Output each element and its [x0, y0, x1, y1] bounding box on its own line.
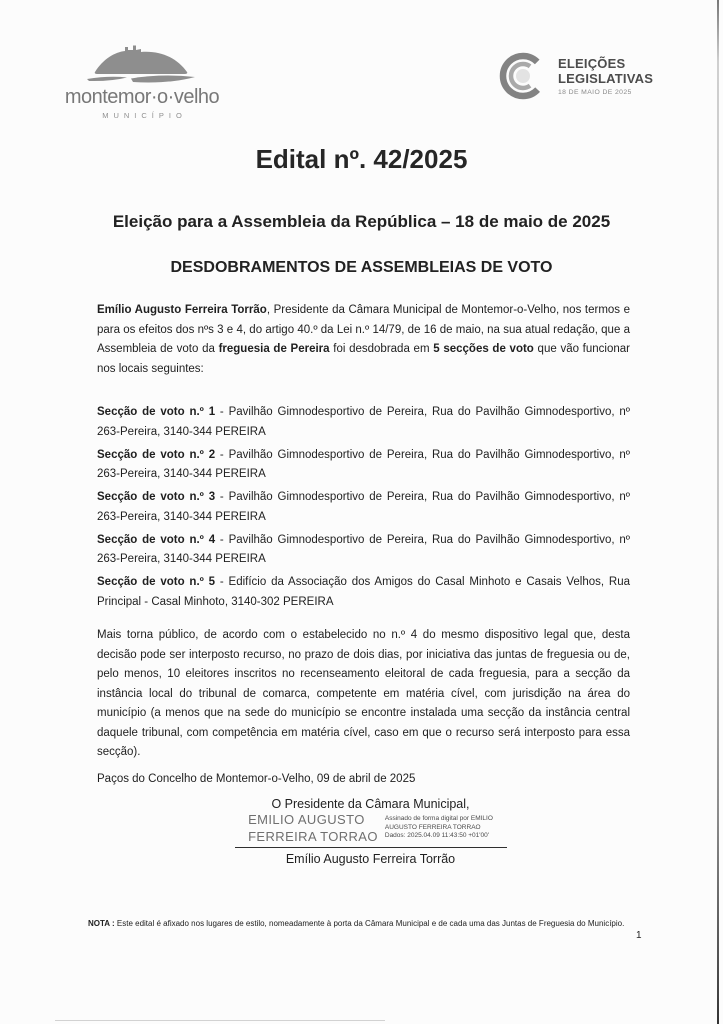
- appeal-paragraph: Mais torna público, de acordo com o estabelecido no n.º 4 do mesmo dispositivo legal que, desta decisão pode ser interposto recurso, no prazo de dois dias, por iniciativa das juntas de freguesia ou de, pelo menos, 10 eleitores inscritos no recenseamento eleitoral de cada freguesia, para a secção da instância local do tribunal de comarca, competente em matéria cível, com jurisdição na área do município (a menos que na sede do município se encontre instalada uma secção da instância central daquele tribunal, com competência em matéria cível, caso em que o recurso será interposto para essa secção).: [97, 629, 630, 758]
- voting-section-5: [97, 573, 630, 612]
- document-body: [97, 301, 630, 789]
- intro-text-3: que vão funcionar nos locais seguintes:: [97, 343, 630, 375]
- voting-section-4: [97, 531, 630, 570]
- town-skyline-icon: [67, 44, 217, 88]
- voting-section-1-address: - Pavilhão Gimnodesportivo de Pereira, Rua do Pavilhão Gimnodesportivo, nº 263-Pereira, 3140-344 PEREIRA: [97, 406, 630, 438]
- voting-section-1: [97, 403, 630, 442]
- elections-logo-line2: LEGISLATIVAS: [558, 71, 654, 86]
- footer-note-label: NOTA :: [88, 919, 115, 928]
- voting-section-3-label: Secção de voto n.º 3: [97, 491, 216, 503]
- intro-paragraph: [97, 301, 630, 379]
- digital-signature-detail-line1: Assinado de forma digital por EMILIO: [384, 815, 493, 822]
- signer-role: O Presidente da Câmara Municipal,: [271, 797, 470, 811]
- page-title: Edital nº. 42/2025: [255, 144, 468, 174]
- municipality-logo: [52, 44, 232, 120]
- concentric-arcs-icon: [497, 48, 551, 104]
- voting-section-3-address: - Pavilhão Gimnodesportivo de Pereira, Rua do Pavilhão Gimnodesportivo, nº 263-Pereira, 3140-344 PEREIRA: [97, 491, 630, 523]
- digital-signature-detail-line2: AUGUSTO FERREIRA TORRAO: [384, 823, 481, 831]
- scan-edge-artifact-right: [717, 0, 719, 1024]
- signer-printed-name: Emílio Augusto Ferreira Torrão: [285, 852, 456, 866]
- digital-signature-details: [385, 815, 493, 841]
- document-heading: DESDOBRAMENTOS DE ASSEMBLEIAS DE VOTO: [170, 259, 553, 276]
- page-number: 1: [636, 930, 642, 941]
- sections-count: 5 secções de voto: [433, 343, 534, 355]
- voting-section-2-label: Secção de voto n.º 2: [97, 448, 216, 461]
- scan-edge-artifact-bottom: [55, 1020, 385, 1022]
- president-name: Emílio Augusto Ferreira Torrão: [97, 304, 267, 316]
- voting-section-1-label: Secção de voto n.º 1: [97, 406, 216, 418]
- intro-text-1: , Presidente da Câmara Municipal de Montemor-o-Velho, nos termos e para os efeitos dos nºs 3 e 4, do artigo 40.º da Lei n.º 14/79, de 16 de maio, na sua atual redação, que a Assembleia de voto da: [97, 304, 630, 355]
- dateline: Paços do Concelho de Montemor-o-Velho, 09 de abril de 2025: [97, 772, 416, 785]
- parish-name: freguesia de Pereira: [218, 343, 330, 355]
- footer-note: [88, 919, 624, 928]
- digital-signature-name-line2: FERREIRA TORRAO: [248, 828, 378, 844]
- voting-section-4-label: Secção de voto n.º 4: [97, 533, 216, 546]
- digital-signature-name: [248, 812, 378, 845]
- municipality-logo-name: montemor·o·velho: [64, 86, 220, 108]
- digital-signature-detail-line3: Dados: 2025.04.09 11:43:50 +01'00': [384, 832, 489, 839]
- voting-section-5-label: Secção de voto n.º 5: [97, 576, 216, 588]
- voting-section-3: [97, 488, 630, 527]
- intro-text-2: foi desdobrada em: [329, 343, 434, 355]
- municipality-logo-subtitle: MUNICÍPIO: [102, 111, 187, 120]
- signature-line: [235, 847, 507, 848]
- voting-section-5-address: - Edifício da Associação dos Amigos do Casal Minhoto e Casais Velhos, Rua Principal - Casal Minhoto, 3140-302 PEREIRA: [97, 576, 630, 608]
- voting-section-2-address: - Pavilhão Gimnodesportivo de Pereira, Rua do Pavilhão Gimnodesportivo, nº 263-Pereira, 3140-344 PEREIRA: [97, 448, 630, 480]
- voting-section-4-address: - Pavilhão Gimnodesportivo de Pereira, Rua do Pavilhão Gimnodesportivo, nº 263-Pereira, 3140-344 PEREIRA: [97, 533, 630, 565]
- document-subtitle: Eleição para a Assembleia da República – 18 de maio de 2025: [112, 212, 611, 231]
- elections-logo-text: [558, 56, 653, 96]
- footer-note-text: Este edital é afixado nos lugares de estilo, nomeadamente à porta da Câmara Municipal e de cada uma das Juntas de Freguesia do Município.: [114, 919, 625, 928]
- voting-section-2: [97, 446, 630, 485]
- signature-block: [0, 797, 723, 866]
- elections-logo: [497, 48, 653, 104]
- elections-logo-line1: ELEIÇÕES: [558, 56, 626, 71]
- digital-signature-name-line1: EMILIO AUGUSTO: [248, 812, 365, 827]
- elections-logo-date: 18 DE MAIO DE 2025: [558, 89, 632, 96]
- digital-signature: [9, 812, 723, 845]
